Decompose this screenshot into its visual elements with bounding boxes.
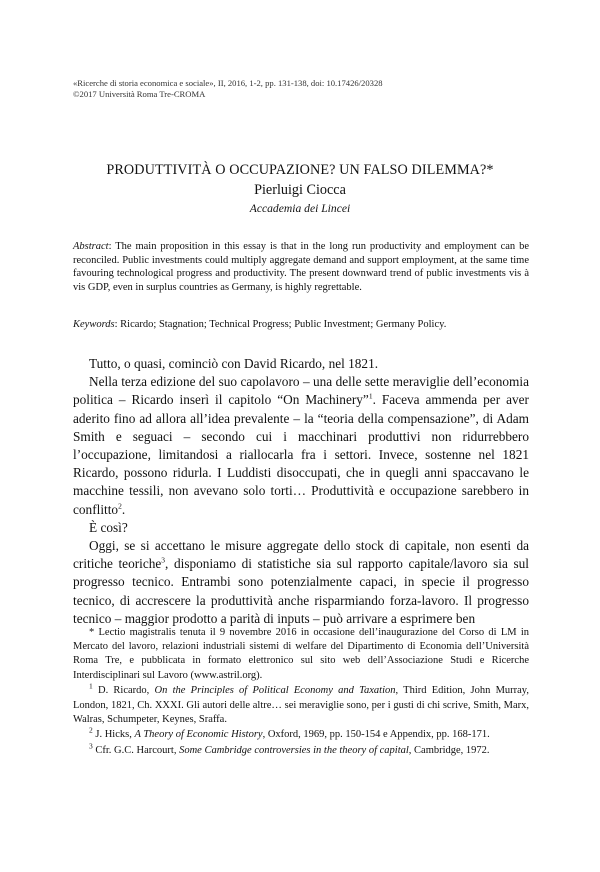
citation-line: «Ricerche di storia economica e sociale», II, 2016, 1-2, pp. 131-138, doi: 10.17426/20328 [73, 78, 383, 88]
footnote-text: J. Hicks, [92, 729, 135, 741]
paragraph-text: Oggi, se si accettano le misure aggregate dello stock di capitale, non esenti da critiche teoriche [73, 538, 529, 572]
footnote-3 [73, 741, 529, 758]
paragraph-text: . Faceva ammenda per aver aderito fino ad allora all’idea prevalente – la “teoria della compensazione”, di Adam Smith e seguaci – secondo cui i macchinari produttivi non ridurrebbero l’occupazione, limitandosi a riallocarla fra i settori. Invece, sostenne nel 1821 Ricardo, possono ridurla. I Luddisti disoccupati, che in quegli anni spaccavano le macchine tessili, non avevano solo torti… Produttività e occupazione sarebbero in conflitto [73, 392, 529, 517]
title-footnote-mark: * [486, 162, 494, 178]
body-paragraph-1: Tutto, o quasi, cominciò con David Ricardo, nel 1821. [89, 356, 379, 371]
footnote-number: 3 [89, 741, 93, 751]
footnote-star: * Lectio magistralis tenuta il 9 novembre 2016 in occasione dell’inaugurazione del Corso di LM in Mercato del lavoro, relazioni industriali sistemi di welfare del Dipartimento di Economia dell’Università Roma Tre, e pubblicata in formato elettronico sul sito web dell’Associazione Studi e Ricerche Interdisciplinari sul Lavoro (www.astril.org). [73, 627, 529, 681]
copyright-line: ©2017 Università Roma Tre-CROMA [73, 89, 206, 99]
footnote-number: 2 [89, 725, 93, 735]
footnote-2 [73, 725, 529, 742]
keywords-text: : Ricardo; Stagnation; Technical Progress; Public Investment; Germany Policy. [114, 319, 447, 330]
body-paragraph-4 [73, 537, 529, 628]
article-title [0, 162, 600, 179]
abstract-text: : The main proposition in this essay is that in the long run productivity and employment can be reconciled. Public investments could multiply aggregate demand and support employment, at the same time favouring technological progress and productivity. The present downward trend of public investments vis à vis GDP, even in surplus countries as Germany, is highly regrettable. [73, 241, 529, 293]
article-body [73, 355, 529, 628]
cited-work-title: Some Cambridge controversies in the theory of capital [179, 745, 409, 757]
keywords-label: Keywords [73, 319, 115, 330]
abstract-label: Abstract [73, 241, 109, 252]
footnote-text: , Cambridge, 1972. [408, 745, 490, 757]
body-paragraph-2 [73, 373, 529, 519]
footnote-text: , Oxford, 1969, pp. 150-154 e Appendix, pp. 168-171. [262, 729, 490, 741]
footnote-text: , Third Edition, John Murray, London, 1821, Ch. XXXI. Gli autori delle altre… sei meraviglie sono, per i gusti di chi scrive, Smith, Marx, Walras, Schumpeter, Keynes, Sraffa. [73, 685, 530, 725]
author-affiliation: Accademia dei Lincei [249, 202, 351, 215]
journal-citation [73, 78, 543, 100]
footnote-ref-1: 1 [368, 391, 373, 401]
footnote-1 [73, 681, 530, 727]
paragraph-text: . [121, 501, 126, 517]
article-title-text: PRODUTTIVITÀ O OCCUPAZIONE? UN FALSO DILEMMA? [106, 162, 487, 178]
footnote-text: D. Ricardo, [92, 685, 155, 697]
abstract [73, 240, 529, 294]
footnote-text: Cfr. G.C. Harcourt, [92, 745, 180, 757]
keywords [73, 318, 529, 332]
footnotes [73, 626, 529, 760]
paragraph-text: Nella terza edizione del suo capolavoro – una delle sette meraviglie dell’economia politica – Ricardo inserì il capitolo “On Machinery” [73, 374, 529, 408]
footnote-ref-3: 3 [161, 555, 166, 565]
cited-work-title: A Theory of Economic History [134, 729, 263, 741]
cited-work-title: On the Principles of Political Economy and Taxation [154, 685, 396, 697]
paragraph-text: , disponiamo di statistiche sia sul rapporto capitale/lavoro sia sul progresso tecnico. Entrambi sono potenzialmente capaci, in specie il progresso tecnico, di accrescere la produttività anche risparmiando forza-lavoro. Il progresso tecnico – maggior prodotto a parità di inputs – può arrivare a esprimere ben [73, 556, 529, 626]
author-name: Pierluigi Ciocca [254, 182, 346, 198]
footnote-number: 1 [89, 681, 93, 691]
body-paragraph-3: È così? [89, 519, 128, 535]
footnote-ref-2: 2 [118, 501, 122, 511]
